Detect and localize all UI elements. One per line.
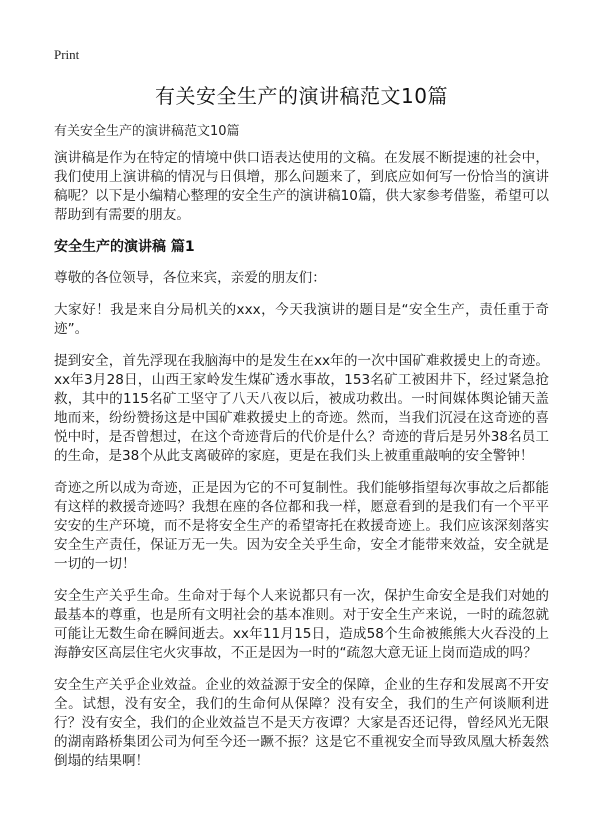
greeting-paragraph: 大家好！我是来自分局机关的xxx，今天我演讲的题目是“安全生产，责任重于奇迹”。: [54, 302, 549, 337]
body-paragraph: 提到安全，首先浮现在我脑海中的是发生在xx年的一次中国矿难救援史上的奇迹。xx年3月28日，山西王家岭发生煤矿透水事故，153名矿工被困井下，经过紧急抢救，其中的115名矿工坚守了八天八夜以后，被成功救出。一时间媒体舆论铺天盖地而来，纷纷赞扬这是中国矿难救援史上的奇迹。然而，当我们沉浸在这奇迹的喜悦中时，是否曾想过，在这个奇迹背后的代价是什么？奇迹的背后是另外38名员工的生命，是38个从此支离破碎的家庭，更是在我们头上被重重敲响的安全警钟！: [54, 353, 549, 464]
body-paragraph: 安全生产关乎生命。生命对于每个人来说都只有一次，保护生命安全是我们对她的最基本的尊重，也是所有文明社会的基本准则。对于安全生产来说，一时的疏忽就可能让无数生命在瞬间逝去。xx年11月15日，造成58个生命被熊熊大火吞没的上海静安区高层住宅火灾事故，不正是因为一时的“疏忽大意无证上岗而造成的吗？: [54, 588, 549, 661]
intro-paragraph: 演讲稿是作为在特定的情境中供口语表达使用的文稿。在发展不断提速的社会中，我们使用上演讲稿的情况与日俱增，那么问题来了，到底应如何写一份恰当的演讲稿呢？以下是小编精心整理的安全生产的演讲稿10篇，供大家参考借鉴，希望可以帮助到有需要的朋友。: [54, 150, 549, 223]
body-paragraph: 安全生产关乎企业效益。企业的效益源于安全的保障，企业的生存和发展离不开安全。试想，没有安全，我们的生命何从保障？没有安全，我们的生产何谈顺利进行？没有安全，我们的企业效益岂不是天方夜谭？大家是否还记得，曾经风光无限的湖南路桥集团公司为何至今还一蹶不振？这是它不重视安全而导致凤凰大桥轰然倒塌的结果啊！: [54, 677, 549, 769]
print-label: Print: [54, 47, 80, 62]
section-heading: 安全生产的演讲稿 篇1: [54, 239, 195, 255]
document-subtitle: 有关安全生产的演讲稿范文10篇: [54, 124, 240, 139]
body-paragraph: 奇迹之所以成为奇迹，正是因为它的不可复制性。我们能够指望每次事故之后都能有这样的救援奇迹吗？我想在座的各位都和我一样，愿意看到的是我们有一个平平安安的生产环境，而不是将安全生产的希望寄托在救援奇迹上。我们应该深刻落实安全生产责任，保证万无一失。因为安全关乎生命，安全才能带来效益，安全就是一切的一切！: [54, 480, 549, 572]
salutation-paragraph: 尊敬的各位领导，各位来宾，亲爱的朋友们：: [54, 270, 326, 286]
document-body: [54, 149, 549, 784]
page-title: 有关安全生产的演讲稿范文10篇: [155, 84, 448, 108]
